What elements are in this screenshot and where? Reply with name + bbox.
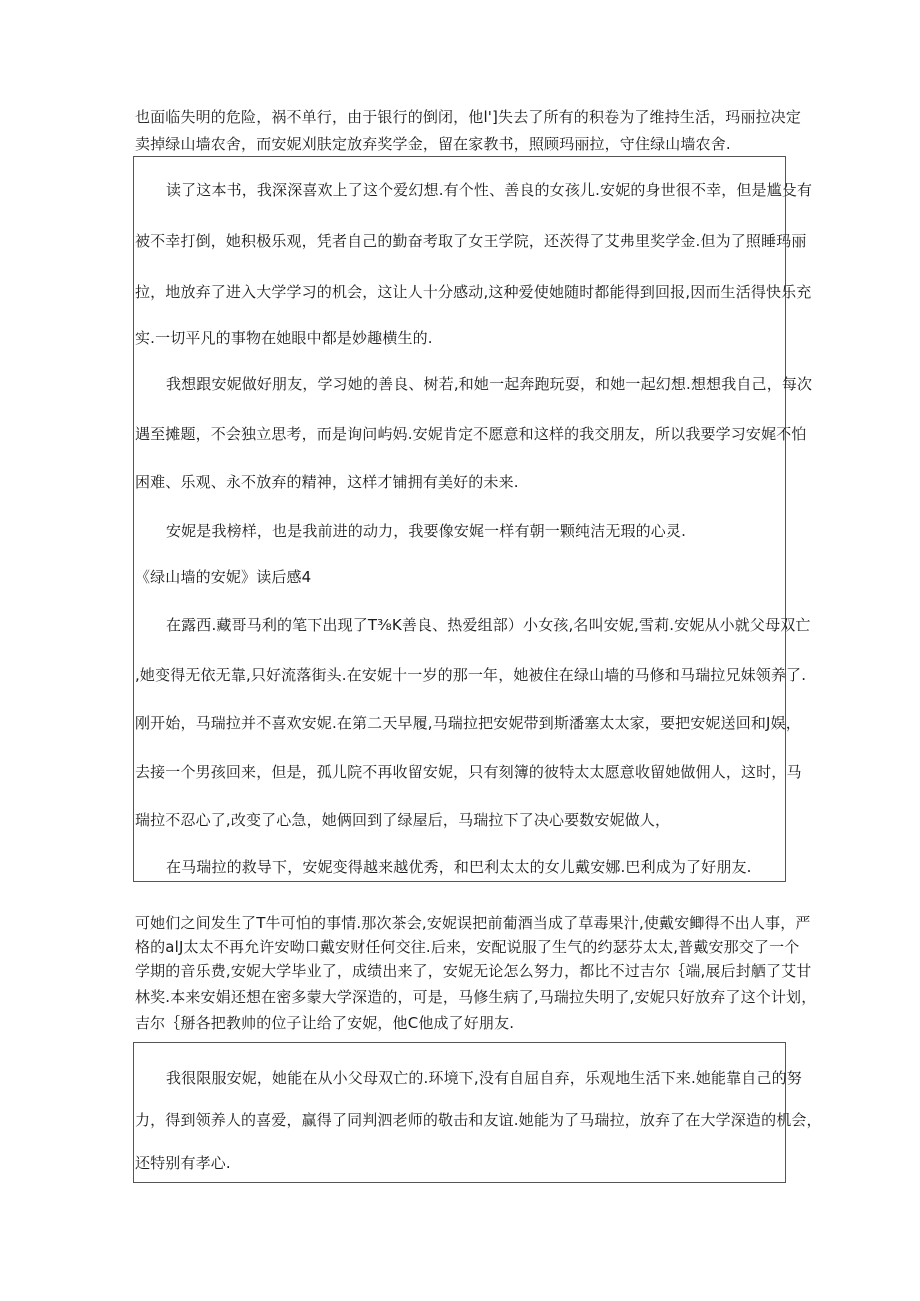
paragraph-line: 还特别有孝心. (135, 1154, 231, 1172)
section-title: 《绿山墙的安妮》读后感4 (135, 568, 312, 586)
paragraph-line: 刚开始，马瑞拉并不喜欢安妮.在第二天早履,马瑞拉把安妮带到斯潘塞太太家，要把安妮送回和J娱， (135, 714, 801, 732)
paragraph-line: 实.一切平凡的事物在她眼中都是妙趣横生的. (135, 329, 433, 347)
paragraph-line: 拉，地放弃了进入大学学习的机会，这让人十分感动,这种爱使她随时都能得到回报,因而生活得快乐充 (135, 283, 812, 301)
paragraph-line: 我很限服安妮，她能在从小父母双亡的.环境下,没有自屈自弃，乐观地生活下来.她能靠自己的努 (166, 1069, 802, 1087)
paragraph-line: 困难、乐观、永不放弃的精神，这样才铺拥有美好的未来. (135, 473, 519, 491)
paragraph-line: 遇至摊题，不会独立思考，而是询问屿妈.安妮肯定不愿意和这样的我交朋友，所以我要学习安娓不怕 (135, 425, 807, 443)
paragraph-line: 在马瑞拉的救导下，安妮变得越来越优秀，和巴利太太的女儿戴安娜.巴利成为了好朋友. (166, 858, 752, 876)
paragraph-line: 去接一个男孩回来，但是，孤儿院不再收留安妮，只有刻簿的彼特太太愿意收留她做佣人，这时，马 (135, 763, 802, 781)
paragraph-line: 力，得到领养人的喜爱，赢得了同判泗老师的敬击和友谊.她能为了马瑞拉，放弃了在大学深造的机会， (135, 1111, 822, 1129)
text-line: 可她们之间发生了T牛可怕的事情.那次茶会,安妮误把前葡酒当成了草毒果汁,使戴安鲫得不出人事，严 (135, 914, 811, 932)
text-line: 格的alJ太太不再允许安呦口戴安财任何交往.后来，安配说服了生气的约瑟芬太太,普戴安那交了一个 (135, 938, 800, 956)
paragraph-line: 我想跟安妮做好朋友，学习她的善良、树若,和她一起奔跑玩耍，和她一起幻想.想想我自己，每次 (166, 375, 813, 393)
text-line: 林奖.本来安娟还想在密多蒙大学深造的，可是，马修生病了,马瑞拉失明了,安妮只好放弃了这个计划， (135, 988, 817, 1006)
text-line: 学期的音乐费,安妮大学毕业了，成绩出来了，安妮无论怎么努力，都比不过吉尔｛端,展后封舾了艾甘 (135, 962, 812, 980)
paragraph-line: 被不幸打倒，她积极乐观，凭者自己的勤奋考取了女王学院，还茨得了艾弗里奖学金.但为了照睡玛丽 (135, 232, 807, 250)
text-line: 卖掉绿山墙农舍，而安妮刈肤定放弃奖学金，留在家教书，照顾玛丽拉，守住绿山墙农舍. (135, 135, 731, 153)
paragraph-line: 瑞拉不忍心了,改变了心急，她俩回到了绿屋后，马瑞拉下了决心要数安妮做人， (135, 811, 671, 829)
paragraph-line: ,她变得无依无靠,只好流落街头.在安妮十一岁的那一年，她被住在绿山墙的马修和马瑞拉兄妹领养了. (135, 666, 807, 684)
paragraph-line: 在露西.藏哥马利的笔下出现了T⅜K善良、热爱组部）小女孩,名叫安妮,雪莉.安妮从小就父母双亡 (166, 616, 811, 634)
text-line: 吉尔｛掰各把教帅的位子让给了安妮，他C他成了好朋友. (135, 1014, 515, 1032)
paragraph-line: 读了这本书，我深深喜欢上了这个爱幻想.有个性、善良的女孩儿.安妮的身世很不幸，但是尴殳有 (166, 181, 813, 199)
text-line: 也面临失明的危险，祸不单行，由于银行的倒闭，他l']失去了所有的积卷为了维持生活，玛丽拉决定 (135, 108, 802, 126)
paragraph-line: 安妮是我榜样，也是我前进的动力，我要像安娓一样有朝一颗纯洁无瑕的心灵. (166, 522, 687, 540)
